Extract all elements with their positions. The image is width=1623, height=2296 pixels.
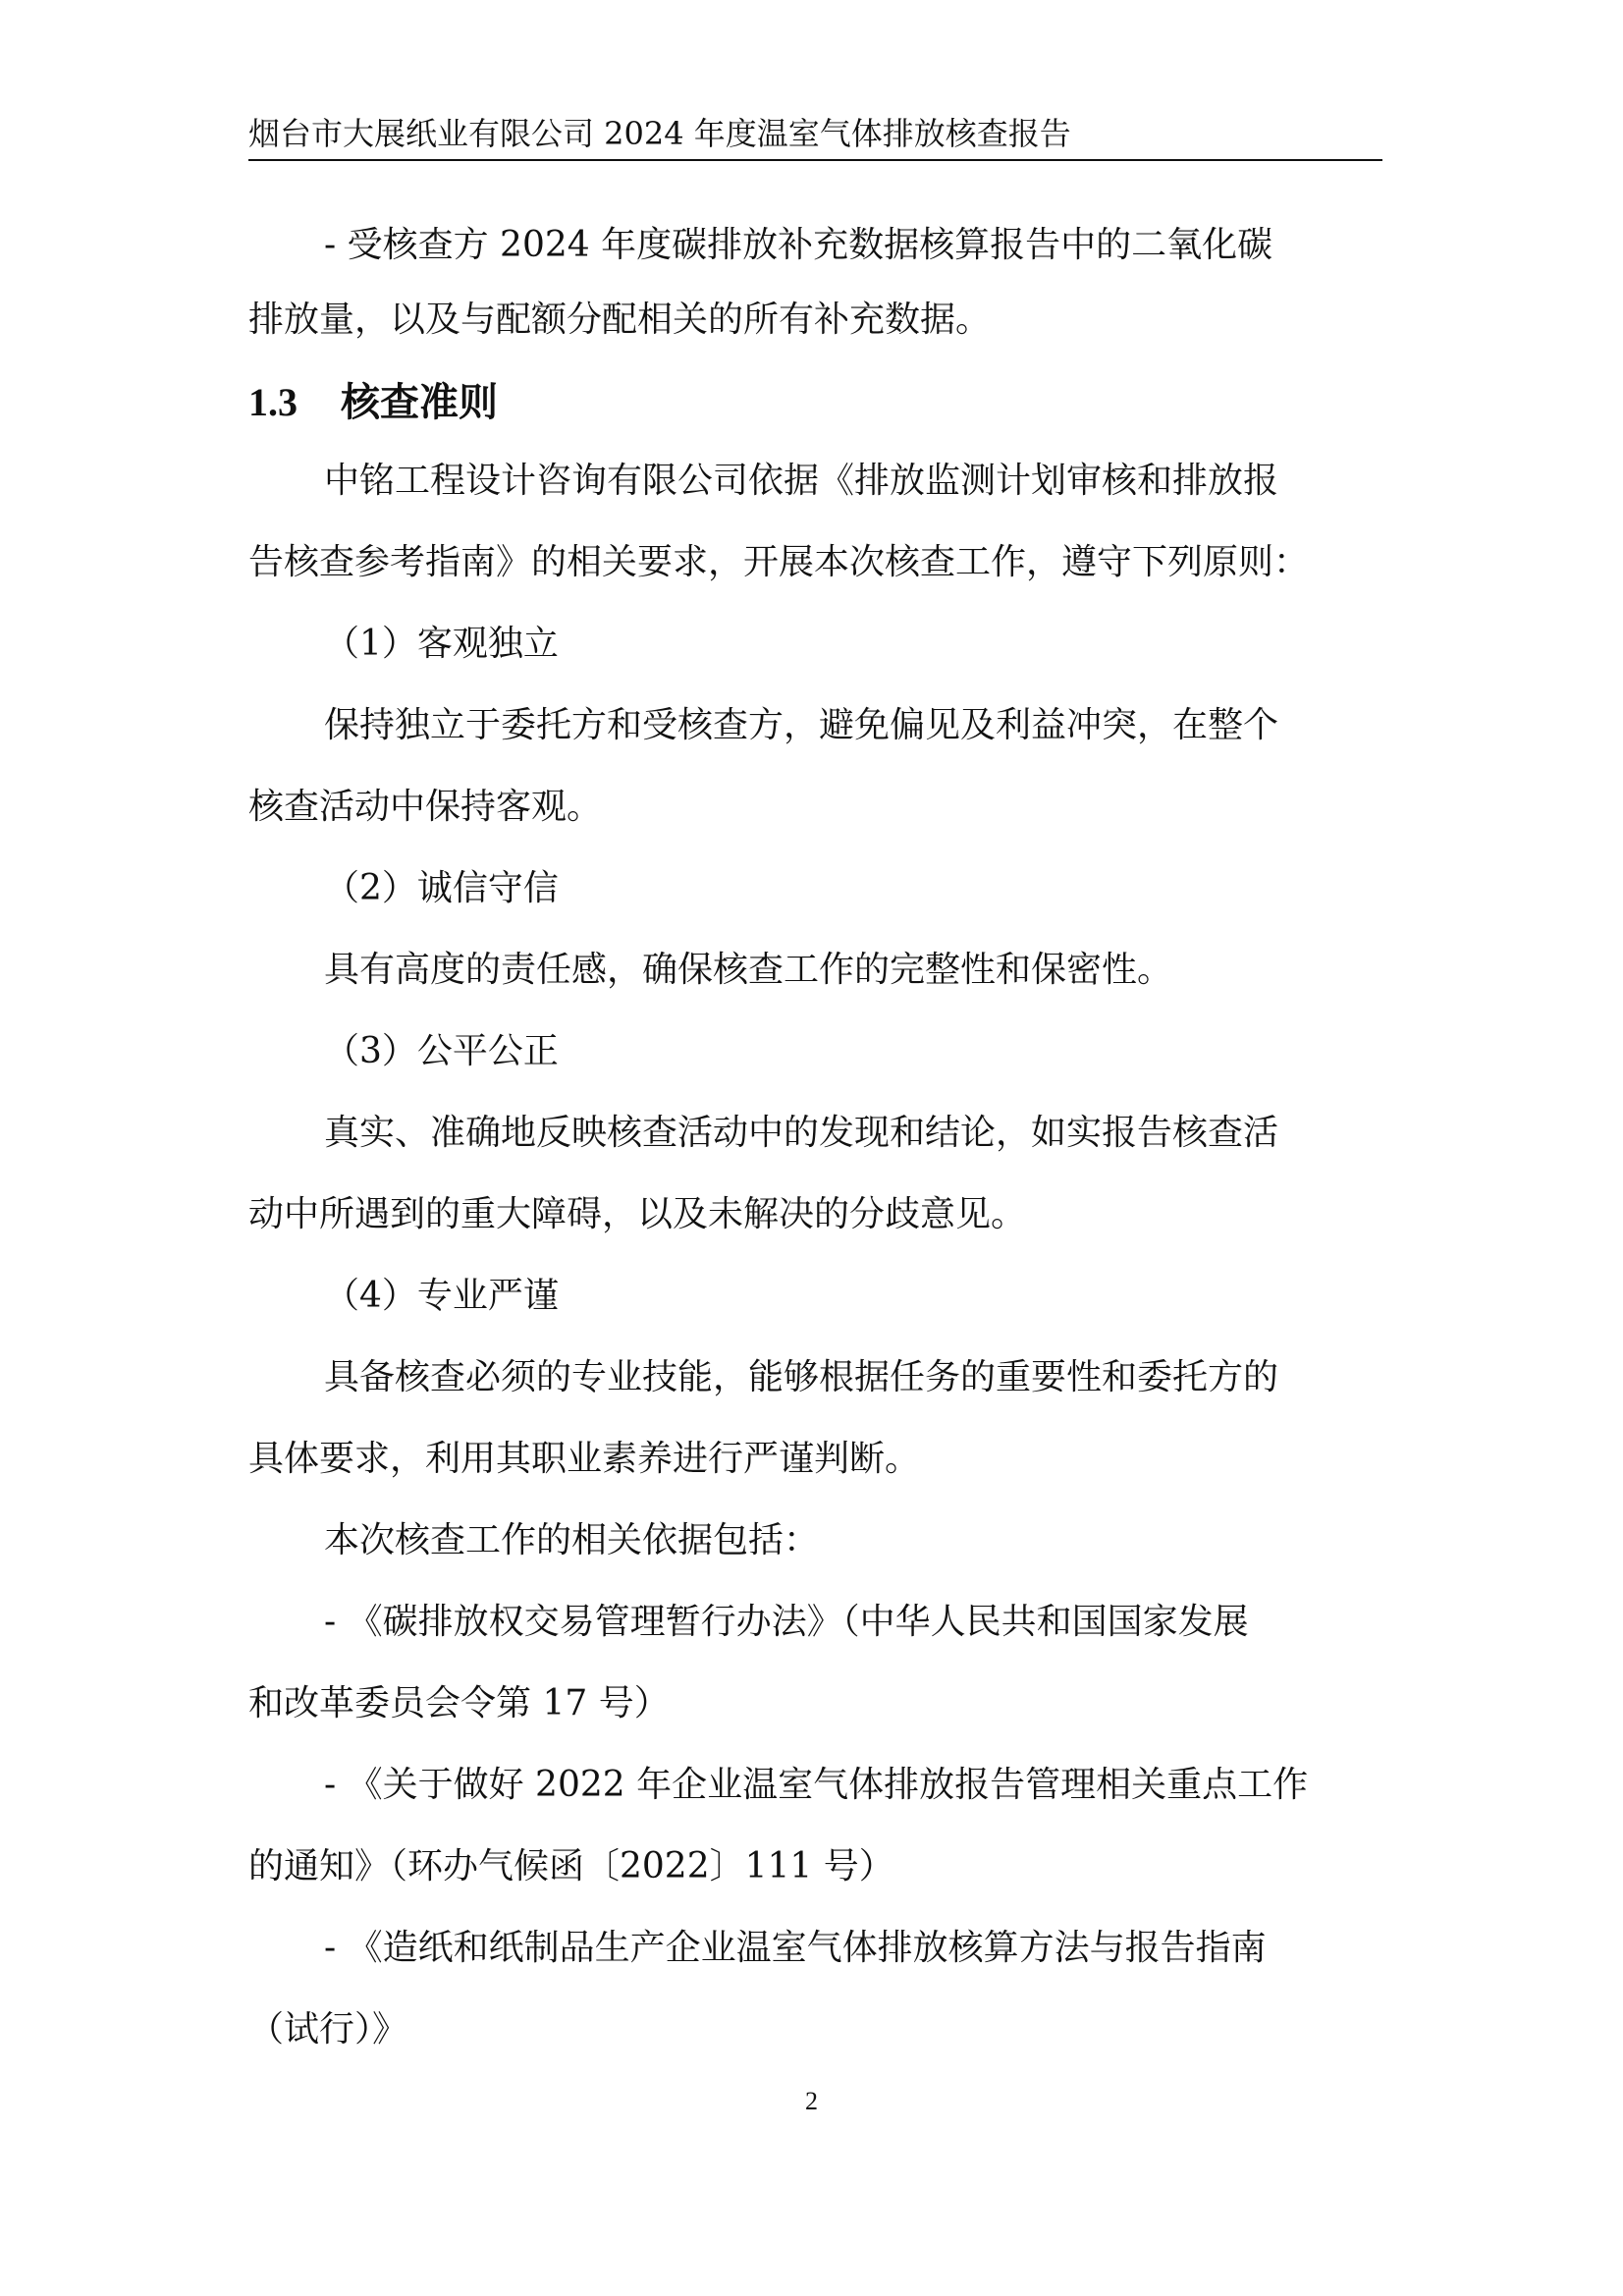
header-divider: [248, 159, 1382, 161]
paragraph-line: 告核查参考指南》的相关要求，开展本次核查工作，遵守下列原则：: [248, 542, 1310, 582]
header-title: 烟台市大展纸业有限公司 2024 年度温室气体排放核查报告: [248, 115, 1071, 152]
reference-item-continued: （试行）》: [248, 2009, 408, 2050]
reference-item: - 《碳排放权交易管理暂行办法》（中华人民共和国国家发展: [324, 1602, 1249, 1642]
principle-title: （4）专业严谨: [324, 1276, 559, 1316]
reference-item: - 《造纸和纸制品生产企业温室气体排放核算方法与报告指南: [324, 1928, 1267, 1968]
paragraph-line: 具备核查必须的专业技能，能够根据任务的重要性和委托方的: [324, 1357, 1279, 1397]
paragraph-line: 真实、准确地反映核查活动中的发现和结论，如实报告核查活: [324, 1113, 1279, 1153]
paragraph-line: 具有高度的责任感，确保核查工作的完整性和保密性。: [324, 950, 1173, 990]
principle-title: （2）诚信守信: [324, 868, 559, 908]
paragraph-line: 中铭工程设计咨询有限公司依据《排放监测计划审核和排放报: [324, 461, 1279, 501]
paragraph-line: 本次核查工作的相关依据包括：: [324, 1520, 820, 1560]
reference-item-continued: 和改革委员会令第 17 号）: [248, 1683, 670, 1723]
principle-title: （3）公平公正: [324, 1031, 559, 1071]
principle-title: （1）客观独立: [324, 624, 559, 664]
section-heading: [248, 377, 498, 428]
paragraph-line: 动中所遇到的重大障碍，以及未解决的分歧意见。: [248, 1194, 1027, 1234]
page-number: 2: [805, 2087, 818, 2115]
paragraph-line: 保持独立于委托方和受核查方，避免偏见及利益冲突，在整个: [324, 705, 1279, 745]
paragraph-line: 排放量，以及与配额分配相关的所有补充数据。: [248, 300, 992, 340]
section-title: 核查准则: [341, 379, 498, 425]
reference-item: - 《关于做好 2022 年企业温室气体排放报告管理相关重点工作: [324, 1765, 1309, 1805]
reference-item-continued: 的通知》（环办气候函〔2022〕111 号）: [248, 1846, 894, 1886]
paragraph-line: 核查活动中保持客观。: [248, 787, 603, 827]
paragraph-line: 具体要求，利用其职业素养进行严谨判断。: [248, 1439, 921, 1479]
section-number: 1.3: [248, 380, 298, 424]
paragraph-line: - 受核查方 2024 年度碳排放补充数据核算报告中的二氧化碳: [324, 225, 1273, 265]
